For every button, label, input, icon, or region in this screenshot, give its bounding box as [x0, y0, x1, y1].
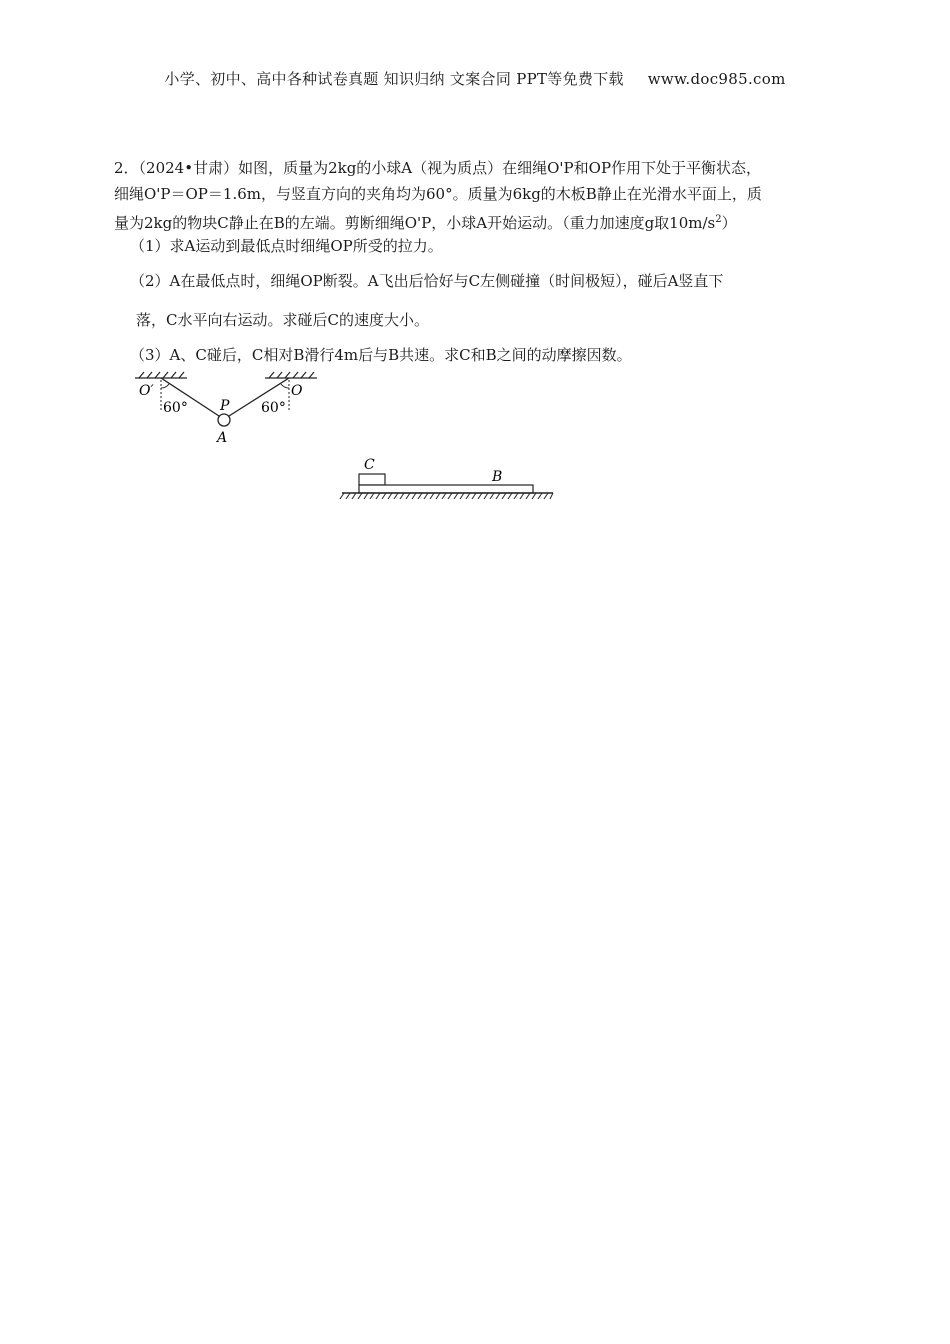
angle-arc-left	[161, 384, 169, 388]
header-site: www.doc985.com	[647, 70, 786, 88]
ball-a	[218, 414, 230, 426]
label-b: B	[492, 469, 503, 485]
figure-pendulum	[125, 368, 325, 448]
question-part-1: （1）求A运动到最低点时细绳OP所受的拉力。	[130, 237, 443, 255]
block-c	[359, 474, 385, 485]
header-text: 小学、初中、高中各种试卷真题 知识归纳 文案合同 PPT等免费下载	[164, 70, 624, 88]
ceiling-left	[135, 372, 187, 378]
angle-right: 60°	[261, 400, 286, 416]
question-line-3-text: 量为2kg的物块C静止在B的左端。剪断细绳O'P，小球A开始运动。（重力加速度g取10m/s	[114, 214, 716, 232]
page-header	[0, 68, 950, 89]
figure-board	[338, 452, 558, 504]
angle-arc-right	[281, 384, 289, 388]
label-o-prime: O′	[139, 383, 154, 399]
question-line-3-end: ）	[721, 214, 737, 232]
question-part-2a: （2）A在最低点时，细绳OP断裂。A飞出后恰好与C左侧碰撞（时间极短），碰后A竖直下	[130, 272, 724, 290]
question-line-2: 细绳O'P＝OP＝1.6m，与竖直方向的夹角均为60°。质量为6kg的木板B静止在光滑水平面上，质	[114, 185, 762, 203]
label-a: A	[217, 430, 228, 446]
label-c: C	[364, 457, 375, 473]
ground	[340, 493, 553, 499]
question-part-3: （3）A、C碰后，C相对B滑行4m后与B共速。求C和B之间的动摩擦因数。	[130, 346, 632, 364]
question-part-2b: 落，C水平向右运动。求碰后C的速度大小。	[136, 311, 429, 329]
question-line-3	[114, 207, 844, 236]
ceiling-right	[265, 372, 317, 378]
label-p: P	[220, 398, 230, 414]
question-line-3-sup: 2	[715, 214, 722, 225]
board-b	[359, 485, 533, 493]
label-o: O	[291, 383, 303, 399]
angle-left: 60°	[163, 400, 188, 416]
question-line-1: 2．（2024•甘肃）如图，质量为2kg的小球A（视为质点）在细绳O'P和OP作用下处于平衡状态，	[114, 159, 762, 177]
